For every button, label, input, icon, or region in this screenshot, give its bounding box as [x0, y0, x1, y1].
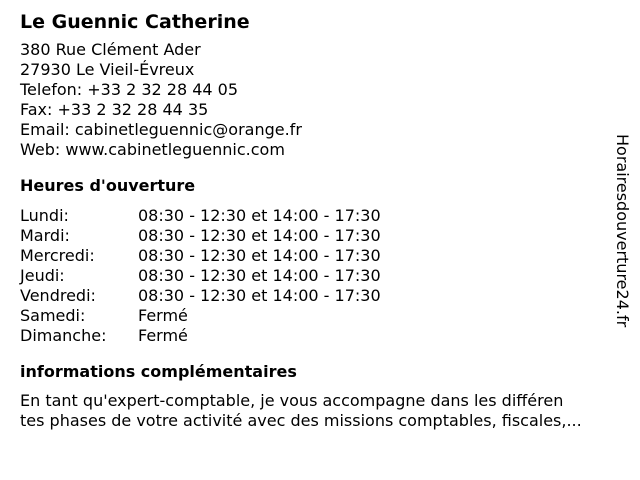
hours-row-saturday — [20, 306, 610, 326]
email-line: Email: cabinetleguennic@orange.fr — [20, 120, 302, 139]
time-value: Fermé — [138, 306, 188, 325]
time-value: 08:30 - 12:30 et 14:00 - 17:30 — [138, 286, 381, 305]
time-value: 08:30 - 12:30 et 14:00 - 17:30 — [138, 266, 381, 285]
info-line-1: En tant qu'expert-comptable, je vous accompagne dans les différen — [20, 391, 564, 410]
hours-row-sunday — [20, 326, 610, 346]
hours-row-tuesday — [20, 226, 610, 246]
hours-heading: Heures d'ouverture — [20, 176, 196, 195]
business-card — [20, 8, 610, 431]
day-label: Jeudi: — [20, 266, 65, 285]
hours-row-thursday — [20, 266, 610, 286]
time-value: 08:30 - 12:30 et 14:00 - 17:30 — [138, 226, 381, 245]
time-value: 08:30 - 12:30 et 14:00 - 17:30 — [138, 206, 381, 225]
info-description — [20, 391, 630, 431]
address-line-1: 380 Rue Clément Ader — [20, 40, 201, 59]
web-line: Web: www.cabinetleguennic.com — [20, 140, 285, 159]
address-line-2: 27930 Le Vieil-Évreux — [20, 60, 195, 79]
site-watermark: Horairesdouverture24.fr — [613, 134, 632, 328]
hours-row-wednesday — [20, 246, 610, 266]
hours-row-friday — [20, 286, 610, 306]
day-label: Mercredi: — [20, 246, 95, 265]
hours-table — [20, 206, 610, 346]
business-name: Le Guennic Catherine — [20, 11, 250, 33]
info-line-2: tes phases de votre activité avec des missions comptables, fiscales,... — [20, 411, 582, 430]
day-label: Mardi: — [20, 226, 70, 245]
time-value: 08:30 - 12:30 et 14:00 - 17:30 — [138, 246, 381, 265]
info-heading: informations complémentaires — [20, 362, 297, 381]
day-label: Vendredi: — [20, 286, 96, 305]
contact-block — [20, 40, 610, 160]
phone-line: Telefon: +33 2 32 28 44 05 — [20, 80, 239, 99]
time-value: Fermé — [138, 326, 188, 345]
day-label: Lundi: — [20, 206, 69, 225]
day-label: Dimanche: — [20, 326, 107, 345]
hours-row-monday — [20, 206, 610, 226]
fax-line: Fax: +33 2 32 28 44 35 — [20, 100, 209, 119]
day-label: Samedi: — [20, 306, 86, 325]
